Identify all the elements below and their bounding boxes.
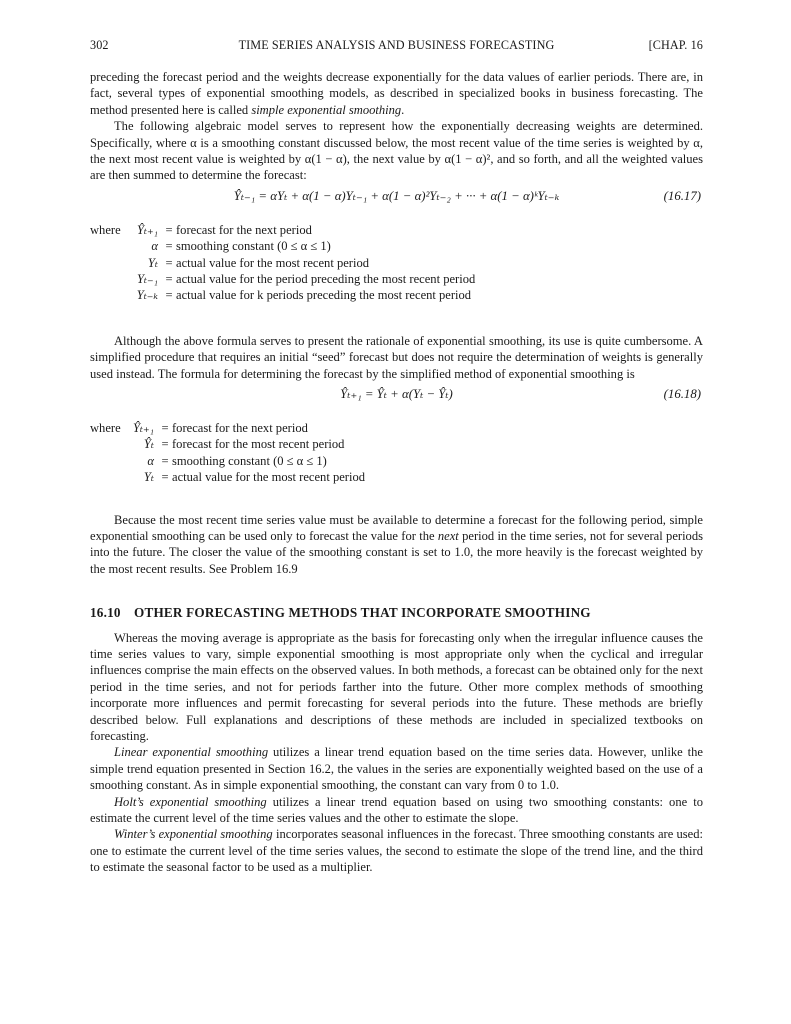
paragraph-winter: Winter’s exponential smoothing incorporates seasonal influences in the forecast. Three smoothing constants are used: one to estimate the current level of the time series values, the second to estimate the slope of the trend line, and the third to estimate the seasonal factor to be used as a multiplier. <box>90 827 703 875</box>
definition-row: Yₜ = actual value for the most recent period <box>143 470 366 485</box>
equation-expression: Ŷₜ₊₁ = Ŷₜ + α(Yₜ − Ŷₜ) <box>340 387 453 402</box>
where-list-1 <box>90 222 703 304</box>
definition-row: Yₜ = actual value for the most recent period <box>147 255 370 270</box>
running-header <box>90 38 703 56</box>
paragraph-next-period: Because the most recent time series value must be available to determine a forecast for the following period, simple exponential smoothing can be used only to forecast the value for the next period in the time series, not for several periods into the future. The closer the value of the smoothing constant is set to 1.0, the more heavily is the forecast weighted by the most recent results. See Problem 16.9 <box>90 512 703 576</box>
section-heading <box>90 605 703 621</box>
definition-row: Yₜ₋ₖ = actual value for k periods preceding the most recent period <box>136 288 472 303</box>
chapter-label: [CHAP. 16 <box>648 38 703 52</box>
where-label: where <box>90 222 121 237</box>
definition-row: α = smoothing constant (0 ≤ α ≤ 1) <box>151 239 331 254</box>
where-list-2 <box>90 420 703 486</box>
definition-row: Ŷₜ = forecast for the most recent period <box>143 437 345 452</box>
equation-number: (16.17) <box>663 188 701 203</box>
where-label: where <box>90 421 121 436</box>
equation-16-17 <box>90 188 703 208</box>
definition-row: Ŷₜ₊₁ = forecast for the next period <box>136 222 312 237</box>
equation-16-18 <box>90 386 703 406</box>
equation-expression: Ŷₜ₋₁ = αYₜ + α(1 − α)Yₜ₋₁ + α(1 − α)²Yₜ₋₂ + ··· + α(1 − α)ᵏYₜ₋ₖ <box>233 188 560 203</box>
definition-row: Ŷₜ₊₁ = forecast for the next period <box>132 421 308 436</box>
section-number: 16.10 <box>90 605 121 621</box>
paragraph-continuation: preceding the forecast period and the weights decrease exponentially for the data values of earlier periods. There are, in fact, several types of exponential smoothing models, as described in specialized books in business forecasting. The method presented here is called simple exponential smoothing. <box>90 70 703 117</box>
paragraph-linear: Linear exponential smoothing utilizes a linear trend equation based on the time series data. However, unlike the simple trend equation presented in Section 16.2, the values in the series are exponentially weighted based on the use of a smoothing constant. As in simple exponential smoothing, the constant can vary from 0 to 1.0. <box>90 745 703 793</box>
paragraph-weights: The following algebraic model serves to represent how the exponentially decreasing weights are determined. Specifically, where α is a smoothing constant discussed below, the most recent value of the time series is weighted by α, the next most recent value is weighted by α(1 − α), the next value by α(1 − α)², and so forth, and all the weighted values are then summed to determine the forecast: <box>90 119 703 183</box>
page-number: 302 <box>90 38 109 52</box>
running-title: TIME SERIES ANALYSIS AND BUSINESS FORECASTING <box>238 38 555 52</box>
paragraph-holt: Holt’s exponential smoothing utilizes a linear trend equation based on using two smoothing constants: one to estimate the current level of the time series values and the other to estimate the slope. <box>90 794 703 826</box>
paragraph-simplified: Although the above formula serves to present the rationale of exponential smoothing, its use is quite cumbersome. A simplified procedure that requires an initial “seed” forecast but does not require the determination of weights is generally used instead. The formula for determining the forecast by the simplified method of exponential smoothing is <box>90 333 703 381</box>
definition-row: α = smoothing constant (0 ≤ α ≤ 1) <box>147 453 327 468</box>
page-body <box>90 69 703 876</box>
equation-number: (16.18) <box>663 387 701 402</box>
paragraph-other-methods: Whereas the moving average is appropriate as the basis for forecasting only when the irregular influence causes the time series values to vary, simple exponential smoothing is most appropriate only when the cyclical and irregular influences comprise the main effects on the observed values. In both methods, a forecast can be obtained only for the next period in the time series, and not for periods farther into the future. Other more complex methods of smoothing incorporate more influences and permit forecasting for several periods into the future. These methods are briefly described below. Full explanations and descriptions of these methods are included in specialized textbooks on forecasting. <box>90 630 703 744</box>
definition-row: Yₜ₋₁ = actual value for the period preceding the most recent period <box>136 272 476 287</box>
section-title: OTHER FORECASTING METHODS THAT INCORPORATE SMOOTHING <box>134 605 591 621</box>
